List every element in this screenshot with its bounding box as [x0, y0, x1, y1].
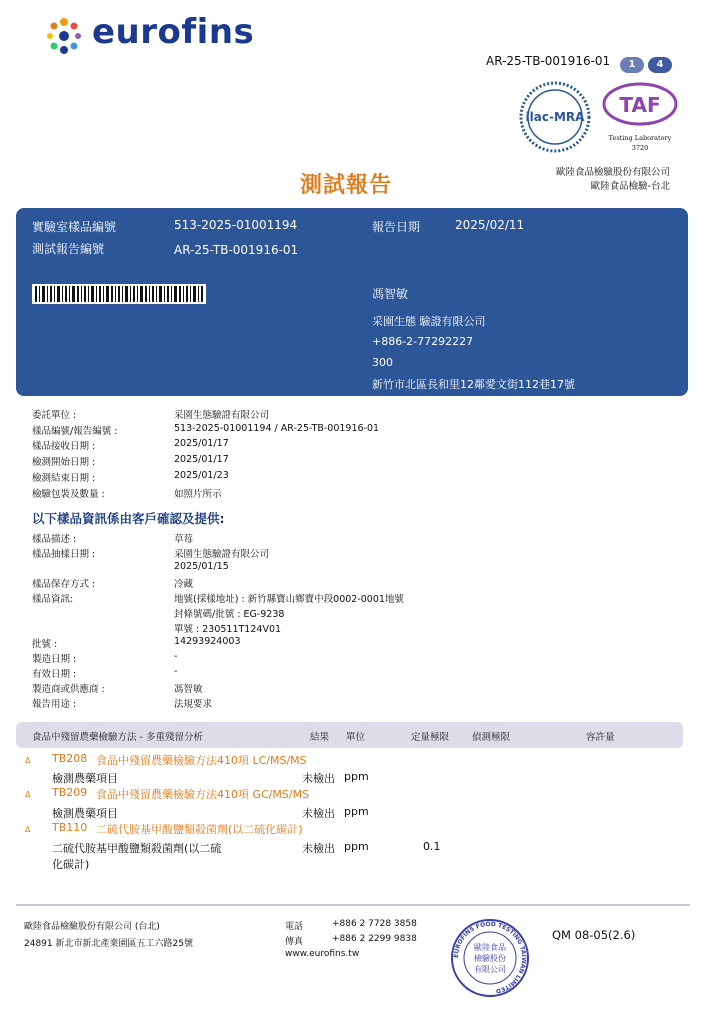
- sample-info-label: 樣品資訊:: [32, 594, 74, 605]
- sample-desc-label: 樣品描述 :: [32, 534, 77, 545]
- result-unit: ppm: [344, 840, 369, 853]
- results-head-lod: 偵測極限: [472, 732, 511, 743]
- maker: 馮智敏: [174, 684, 203, 695]
- maker-label: 製造商或供應商 :: [32, 684, 105, 695]
- method-code: TB110: [52, 821, 88, 834]
- barcode-icon: [32, 284, 206, 304]
- result-value: 未檢出: [302, 842, 335, 855]
- info-label: 樣品接收日期 :: [32, 441, 96, 452]
- method-name: 食品中殘留農藥檢驗方法410項 LC/MS/MS: [96, 754, 307, 767]
- accredited-marker-icon: Δ: [25, 790, 31, 799]
- eurofins-logo-dots-icon: [44, 16, 84, 56]
- accredited-marker-icon: Δ: [25, 756, 31, 765]
- result-item: 檢測農藥項目: [52, 807, 118, 820]
- ilac-text: ilac-MRA: [525, 110, 585, 124]
- page-title: 測試報告: [300, 173, 393, 198]
- info-value: 2025/01/23: [174, 470, 229, 481]
- ilac-mra-logo-icon: [518, 80, 592, 154]
- storage: 冷藏: [174, 579, 194, 590]
- info-label: 檢測結束日期 :: [32, 473, 96, 484]
- sampling-date-label: 樣品抽樣日期 :: [32, 549, 96, 560]
- issuer-company-line2: 歐陸食品檢驗-台北: [590, 181, 670, 192]
- footer-website[interactable]: www.eurofins.tw: [285, 949, 360, 959]
- info-value: 2025/01/17: [174, 454, 229, 465]
- taf-text: TAF: [619, 93, 661, 117]
- sample-info-line2: 封條號碼/批號 : EG-9238: [174, 609, 285, 620]
- mfg-date: -: [174, 651, 178, 662]
- info-value: 如照片所示: [174, 489, 222, 500]
- result-item: 二硫代胺基甲酸鹽類殺菌劑(以二硫: [52, 842, 222, 855]
- method-name: 食品中殘留農藥檢驗方法410項 GC/MS/MS: [96, 788, 310, 801]
- taf-caption: Testing Laboratory: [608, 134, 672, 142]
- issuer-company-line1: 歐陸食品檢驗股份有限公司: [555, 167, 670, 178]
- info-label: 檢驗包裝及數量 :: [32, 489, 105, 500]
- mfg-date-label: 製造日期 :: [32, 654, 77, 665]
- client-phone: +886-2-77292227: [372, 335, 474, 348]
- method-code: TB209: [52, 786, 88, 799]
- footer-phone: +886 2 7728 3858: [332, 919, 417, 929]
- taf-number: 3720: [631, 144, 649, 152]
- company-seal-icon: [450, 918, 530, 998]
- accredited-marker-icon: Δ: [25, 825, 31, 834]
- info-label: 委託單位 :: [32, 410, 77, 421]
- taf-logo-icon: [600, 80, 680, 154]
- client-zip: 300: [372, 356, 393, 369]
- footer-fax: +886 2 2299 9838: [332, 934, 417, 944]
- batch: 14293924003: [174, 636, 241, 647]
- batch-label: 批號 :: [32, 639, 58, 650]
- results-head-loq: 定量極限: [411, 732, 450, 743]
- footer-fax-label: 傳真: [285, 937, 304, 947]
- sample-info-line1: 地號(採樣地址) : 新竹縣寶山鄉寶中段0002-0001地號: [174, 594, 404, 605]
- info-value: 513-2025-01001194 / AR-25-TB-001916-01: [174, 423, 380, 434]
- result-loq: 0.1: [423, 840, 441, 853]
- method-name: 二硫代胺基甲酸鹽類殺菌劑(以二硫化碳計): [96, 823, 303, 836]
- results-head-result: 結果: [310, 732, 330, 743]
- sample-desc: 草莓: [174, 534, 194, 545]
- result-item-cont: 化碳計): [52, 858, 90, 871]
- footer-address: 24891 新北市新北產業園區五工六路25號: [24, 939, 193, 949]
- form-code: QM 08-05(2.6): [552, 928, 636, 942]
- footer-company: 歐陸食品檢驗股份有限公司 (台北): [24, 922, 160, 932]
- header-report-number: AR-25-TB-001916-01: [486, 54, 611, 68]
- exp-date: -: [174, 666, 178, 677]
- purpose-label: 報告用途 :: [32, 699, 77, 710]
- seal-line1: 歐陸食品: [474, 943, 506, 952]
- page-current-badge: 1: [620, 57, 644, 73]
- page-indicator: [620, 52, 672, 68]
- info-value: 2025/01/17: [174, 438, 229, 449]
- method-code: TB208: [52, 752, 88, 765]
- report-date: 2025/02/11: [455, 218, 525, 232]
- client-name: 馮智敏: [372, 287, 409, 301]
- footer-divider: [16, 904, 690, 906]
- client-section-title: 以下樣品資訊係由客戶確認及提供:: [32, 511, 225, 526]
- eurofins-logo: eurofins: [92, 12, 255, 52]
- sample-info-line3: 單號 : 230511T124V01: [174, 624, 282, 635]
- results-head-title: 食品中殘留農藥檢驗方法 - 多重殘留分析: [32, 732, 203, 743]
- footer-phone-label: 電話: [285, 922, 304, 932]
- results-head-unit: 單位: [346, 732, 366, 743]
- result-value: 未檢出: [302, 772, 335, 785]
- result-unit: ppm: [344, 805, 369, 818]
- info-value: 采園生態驗證有限公司: [174, 410, 270, 421]
- page-total-badge: 4: [648, 57, 672, 73]
- result-unit: ppm: [344, 770, 369, 783]
- info-label: 檢測開始日期 :: [32, 457, 96, 468]
- sampling-date: 2025/01/15: [174, 561, 229, 572]
- info-label: 樣品編號/報告編號 :: [32, 426, 118, 437]
- report-no: AR-25-TB-001916-01: [174, 243, 299, 257]
- results-head-tolerance: 容許量: [586, 732, 615, 743]
- client-address: 新竹市北區長和里12鄰愛文街112巷17號: [372, 378, 575, 391]
- results-table-header: [16, 722, 683, 748]
- purpose: 法規要求: [174, 699, 213, 710]
- exp-date-label: 有效日期 :: [32, 669, 77, 680]
- seal-line2: 檢驗股份: [474, 954, 506, 963]
- client-company: 采園生態 驗證有限公司: [372, 315, 486, 328]
- result-item: 檢測農藥項目: [52, 772, 118, 785]
- lab-sample-no-label: 實驗室樣品編號: [32, 220, 117, 234]
- seal-ring-text: EUROFINS FOOD TESTING TAIWAN LIMITED: [452, 920, 528, 995]
- storage-label: 樣品保存方式 :: [32, 579, 96, 590]
- sampling-by: 采園生態驗證有限公司: [174, 549, 270, 560]
- report-no-label: 測試報告編號: [32, 242, 105, 256]
- lab-sample-no: 513-2025-01001194: [174, 218, 298, 232]
- result-value: 未檢出: [302, 807, 335, 820]
- issuer-company: [530, 166, 670, 194]
- seal-line3: 有限公司: [474, 965, 506, 974]
- report-date-label: 報告日期: [372, 220, 421, 234]
